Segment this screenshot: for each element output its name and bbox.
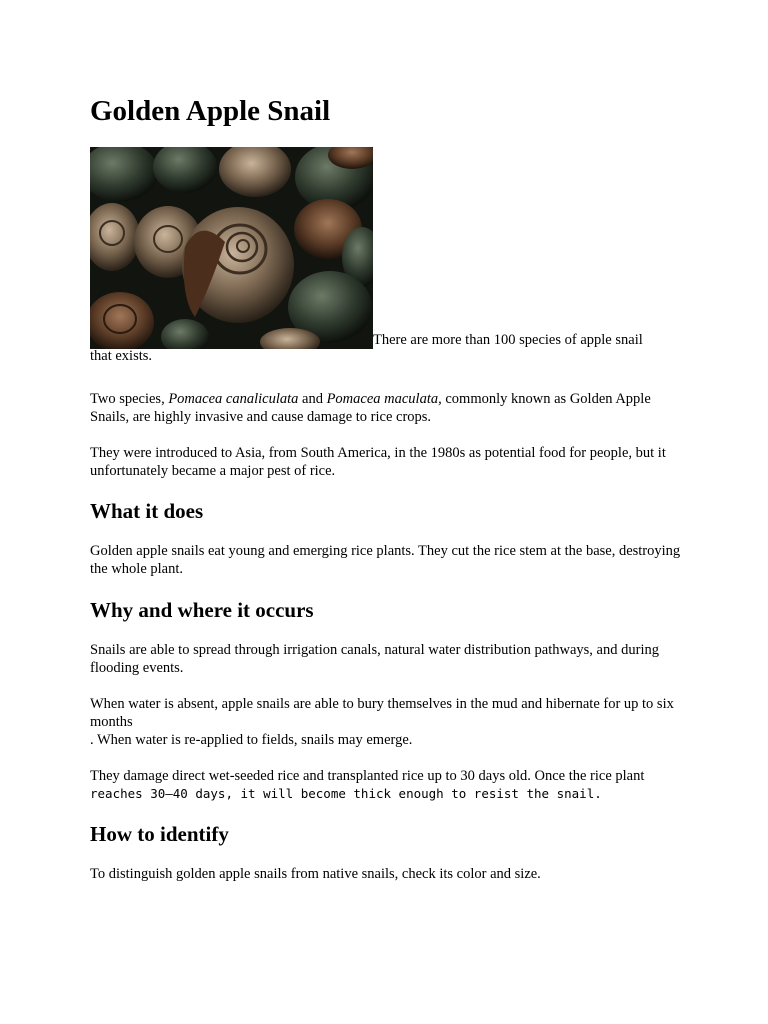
why-paragraph-2-tail: . When water is re-applied to fields, snails may emerge.: [90, 732, 413, 748]
why-paragraph-2-main: When water is absent, apple snails are able to bury themselves in the mud and hibernate for up to six months: [90, 696, 674, 730]
snail-photo: [90, 147, 373, 349]
page-title: Golden Apple Snail: [90, 95, 331, 127]
why-paragraph-3-main: They damage direct wet-seeded rice and transplanted rice up to 30 days old. Once the rice plant: [90, 768, 645, 784]
heading-what-it-does: What it does: [90, 499, 204, 523]
why-paragraph-3-tail: reaches 30–40 days, it will become thick enough to resist the snail.: [90, 786, 602, 801]
intro-line-1: There are more than 100 species of apple snail: [373, 332, 643, 348]
species-name-1: Pomacea canaliculata: [168, 391, 299, 407]
heading-why-where: Why and where it occurs: [90, 598, 314, 622]
what-it-does-paragraph: Golden apple snails eat young and emerging rice plants. They cut the rice stem at the base, destroying the whole plant.: [90, 543, 681, 577]
history-paragraph: They were introduced to Asia, from South America, in the 1980s as potential food for people, but it unfortunately became a major pest of rice.: [90, 445, 666, 479]
why-paragraph-1: Snails are able to spread through irrigation canals, natural water distribution pathways, and during flooding events.: [90, 642, 659, 676]
heading-how-to-identify: How to identify: [90, 822, 229, 846]
why-paragraph-3: [90, 767, 682, 803]
intro-line-2: that exists.: [90, 348, 153, 364]
species-name-2: Pomacea maculata,: [326, 391, 442, 407]
identify-paragraph: To distinguish golden apple snails from native snails, check its color and size.: [90, 866, 541, 882]
intro-block: [90, 147, 680, 365]
why-paragraph-2: [90, 695, 682, 749]
species-paragraph: Two species, Pomacea canaliculata and Pomacea maculata, commonly known as Golden Apple Snails, are highly invasive and cause damage to rice crops.: [90, 391, 651, 425]
